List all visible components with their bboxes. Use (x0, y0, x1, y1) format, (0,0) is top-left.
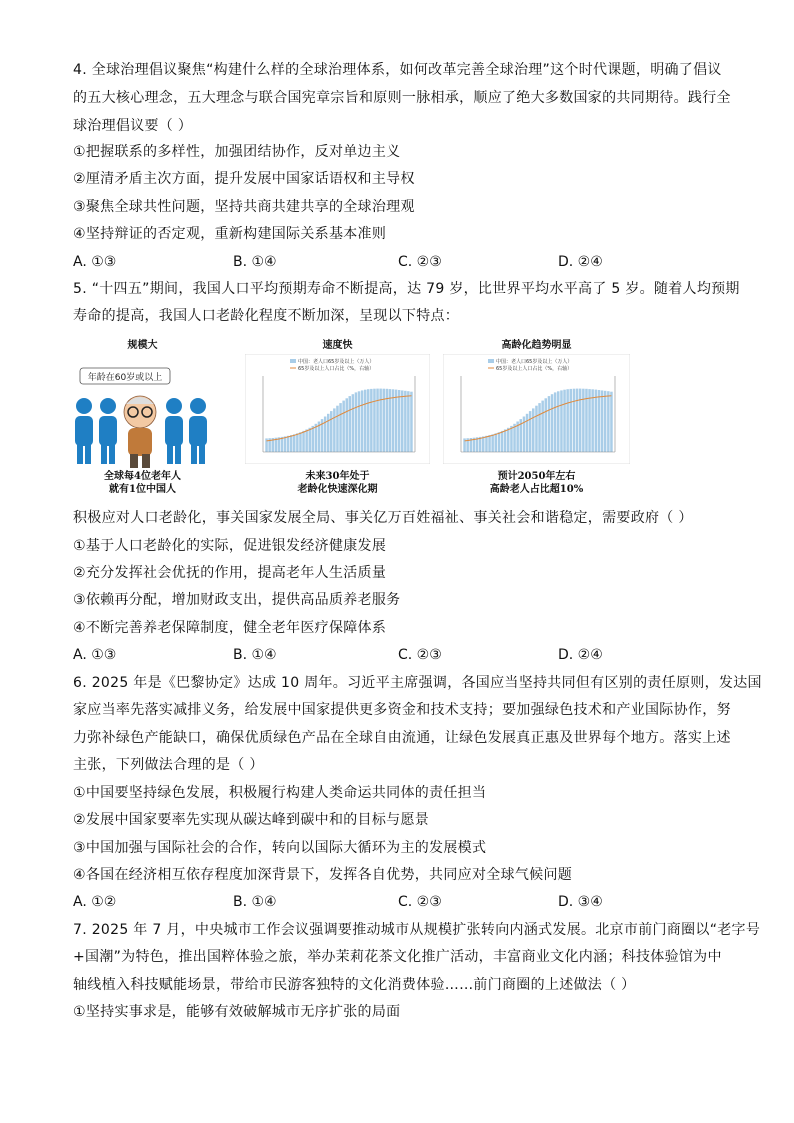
chart-bar (339, 403, 342, 452)
chart-bar (563, 390, 566, 452)
q6-item-3: ③中国加强与国际社会的合作，转向以国际大循环为主的发展模式 (73, 840, 487, 856)
chart-bar (488, 435, 491, 452)
chart-bar (367, 389, 370, 452)
q5-options (73, 645, 733, 665)
q6-item-1: ①中国要坚持绿色发展，积极履行构建人类命运共同体的责任担当 (73, 785, 487, 801)
chart-bar (504, 429, 507, 452)
q6-stem-line-2: 家应当率先落实减排义务，给发展中国家提供更多资金和技术支持；要加强绿色技术和产业国际协作，努 (73, 702, 731, 718)
q5-item-2: ②充分发挥社会优抚的作用，提高老年人生活质量 (73, 565, 387, 581)
chart-bar (404, 391, 407, 452)
figure-scale-caption (70, 470, 215, 496)
chart-bar (355, 392, 358, 452)
chart-bar (358, 391, 361, 452)
figure-advanced-age-caption-line-2: 高龄老人占比超10% (489, 484, 584, 495)
chart-bar (407, 391, 410, 452)
chart-bar (507, 428, 510, 452)
figure-speed-caption-line-1: 未来30年处于 (305, 471, 370, 482)
q6-option-a: A. ①② (73, 894, 117, 910)
person-icon-4 (165, 398, 183, 464)
chart-bar (410, 392, 413, 452)
chart-bar (576, 389, 579, 452)
chart-bar (330, 411, 333, 452)
chart2-legend-bars: 中国：老人口65岁及以上（万人） (298, 359, 375, 365)
chart-bar (364, 390, 367, 452)
speed-trend-chart (245, 354, 430, 464)
chart-bar (548, 396, 551, 452)
figure-speed-caption (245, 470, 430, 496)
chart-bar (570, 389, 573, 452)
chart-bar (598, 390, 601, 452)
q5-figures (70, 336, 630, 502)
q5-stem-line-1: 5. “十四五”期间，我国人口平均预期寿命不断提高，达 79 岁，比世界平均水平高了 5 岁。随着人均预期 (73, 281, 740, 297)
q4-item-4: ④坚持辩证的否定观，重新构建国际关系基本准则 (73, 226, 387, 242)
chart-bar (299, 432, 302, 452)
chart-bar (610, 392, 613, 452)
chart-bar (361, 390, 364, 452)
chart-bar (327, 414, 330, 452)
chart-bar (383, 389, 386, 452)
q4-item-3: ③聚焦全球共性问题，坚持共商共建共享的全球治理观 (73, 199, 415, 215)
q4-item-2: ②厘清矛盾主次方面，提升发展中国家话语权和主导权 (73, 171, 415, 187)
q4-item-1: ①把握联系的多样性，加强团结协作，反对单边主义 (73, 144, 401, 160)
figure-speed-title: 速度快 (322, 340, 353, 351)
q5-option-a: A. ①③ (73, 647, 117, 663)
q4-options (73, 252, 733, 272)
chart-bar (541, 401, 544, 452)
chart-bar (526, 414, 529, 452)
chart-bar (398, 390, 401, 452)
q6-item-2: ②发展中国家要率先实现从碳达峰到碳中和的目标与愿景 (73, 812, 430, 828)
age-banner-text: 年龄在60岁或以上 (87, 373, 163, 383)
q4-option-c: C. ②③ (398, 254, 442, 270)
q7-stem-line-1: 7. 2025 年 7 月，中央城市工作会议强调要推动城市从规模扩张转向内涵式发展。北京市前门商圈以“老字号 (73, 922, 761, 938)
q5-stem-line-2: 寿命的提高，我国人口老龄化程度不断加深，呈现以下特点： (73, 308, 460, 324)
chart-bar (312, 426, 315, 452)
chart-bar (557, 391, 560, 452)
chart-bar (545, 398, 548, 452)
elderly-people-illustration (70, 354, 215, 479)
chart-bar (302, 431, 305, 452)
chart-bar (495, 433, 498, 452)
chart-bar (315, 424, 318, 452)
chart-bar (373, 389, 376, 452)
chart-bar (601, 390, 604, 452)
chart3-legend-bars: 中国：老人口65岁及以上（万人） (496, 359, 573, 365)
elderly-man-icon (124, 396, 156, 468)
q6-option-d: D. ③④ (558, 894, 603, 910)
q4-stem-line-3: 球治理倡议要（ ） (73, 118, 193, 134)
chart-bar (573, 389, 576, 452)
chart-bar (582, 389, 585, 452)
q4-stem-line-1: 4. 全球治理倡议聚焦“构建什么样的全球治理体系，如何改革完善全球治理”这个时代课题，明确了倡议 (73, 62, 722, 78)
chart-bar (595, 390, 598, 452)
chart-bar (287, 436, 290, 452)
chart-bar (498, 432, 501, 452)
chart-bar (333, 408, 336, 452)
q5-option-c: C. ②③ (398, 647, 442, 663)
q6-option-b: B. ①④ (233, 894, 277, 910)
figure-advanced-age (443, 336, 630, 502)
q6-stem-line-1: 6. 2025 年是《巴黎协定》达成 10 周年。习近平主席强调，各国应当坚持共同但有区别的责任原则，发达国 (73, 675, 762, 691)
chart-bar (551, 394, 554, 452)
chart-bar (346, 398, 349, 452)
chart-bar (510, 426, 513, 452)
q5-option-d: D. ②④ (558, 647, 603, 663)
figure-scale-caption-line-1: 全球每4位老年人 (104, 471, 181, 482)
q6-item-4: ④各国在经济相互依存程度加深背景下，发挥各自优势，共同应对全球气候问题 (73, 867, 573, 883)
figure-scale-caption-line-2: 就有1位中国人 (109, 484, 176, 495)
person-icon-2 (99, 398, 117, 464)
q6-options (73, 892, 733, 912)
figure-scale (70, 336, 215, 502)
q5-item-4: ④不断完善养老保障制度，健全老年医疗保障体系 (73, 620, 387, 636)
chart-bar (336, 406, 339, 452)
chart-bar (309, 428, 312, 452)
q5-stem-line-3: 积极应对人口老龄化，事关国家发展全局、事关亿万百姓福祉、事关社会和谐稳定，需要政府（ ） (73, 510, 693, 526)
chart2-legend-line: 65岁及以上人口占比（%，右轴） (298, 366, 375, 372)
q7-item-1: ①坚持实事求是，能够有效破解城市无序扩张的局面 (73, 1004, 401, 1020)
chart-bar (566, 389, 569, 452)
chart-bar (538, 403, 541, 452)
figure-advanced-age-caption-line-1: 预计2050年左右 (497, 471, 576, 482)
q6-option-c: C. ②③ (398, 894, 442, 910)
figure-advanced-age-title: 高龄化趋势明显 (501, 340, 572, 351)
chart-bar (305, 429, 308, 452)
q4-option-d: D. ②④ (558, 254, 603, 270)
chart-bar (395, 390, 398, 452)
person-icon-right (189, 398, 207, 464)
figure-speed (245, 336, 430, 502)
chart-bar (349, 396, 352, 452)
chart-bar (379, 389, 382, 452)
chart-bar (290, 435, 293, 452)
chart-bar (479, 437, 482, 452)
q4-option-b: B. ①④ (233, 254, 277, 270)
chart-bar (352, 394, 355, 452)
chart-bar (342, 401, 345, 452)
chart-bar (579, 389, 582, 452)
chart-bar (560, 390, 563, 452)
chart-bar (485, 436, 488, 452)
chart-bar (482, 436, 485, 452)
chart-bar (284, 436, 287, 452)
chart-bar (401, 390, 404, 452)
q7-stem-line-2: +国潮”为特色，推出国粹体验之旅，举办茉莉花茶文化推广活动，丰富商业文化内涵；科技体验馆为中 (73, 949, 722, 965)
chart-bar (491, 434, 494, 452)
q4-option-a: A. ①③ (73, 254, 117, 270)
figure-speed-caption-line-2: 老龄化快速深化期 (297, 484, 378, 495)
q7-stem-line-3: 轴线植入科技赋能场景，带给市民游客独特的文化消费体验……前门商圈的上述做法（ ） (73, 977, 636, 993)
chart3-legend-line: 65岁及以上人口占比（%，右轴） (496, 366, 573, 372)
chart-bar (607, 391, 610, 452)
chart-bar (591, 389, 594, 452)
chart-bar (370, 389, 373, 452)
chart-bar (376, 389, 379, 452)
advanced-age-trend-chart (443, 354, 630, 464)
chart-bar (501, 431, 504, 452)
chart-bar (513, 424, 516, 452)
chart-bar (392, 389, 395, 452)
chart-bar (604, 391, 607, 452)
q5-option-b: B. ①④ (233, 647, 277, 663)
chart-bar (281, 437, 284, 452)
chart-bar (296, 433, 299, 452)
figure-scale-title: 规模大 (127, 340, 158, 351)
chart-bar (554, 392, 557, 452)
chart-bar (529, 411, 532, 452)
person-icon-left (75, 398, 93, 464)
q4-stem-line-2: 的五大核心理念，五大理念与联合国宪章宗旨和原则一脉相承，顺应了绝大多数国家的共同期待。践行全 (73, 90, 731, 106)
chart-bar (293, 434, 296, 452)
chart-bar (535, 406, 538, 452)
q6-stem-line-3: 力弥补绿色产能缺口，确保优质绿色产品在全球自由流通，让绿色发展真正惠及世界每个地方。落实上述 (73, 730, 731, 746)
chart-bar (532, 408, 535, 452)
q6-stem-line-4: 主张，下列做法合理的是（ ） (73, 757, 264, 773)
q5-item-1: ①基于人口老龄化的实际，促进银发经济健康发展 (73, 538, 387, 554)
q5-item-3: ③依赖再分配，增加财政支出，提供高品质养老服务 (73, 592, 401, 608)
figure-advanced-age-caption (443, 470, 630, 496)
